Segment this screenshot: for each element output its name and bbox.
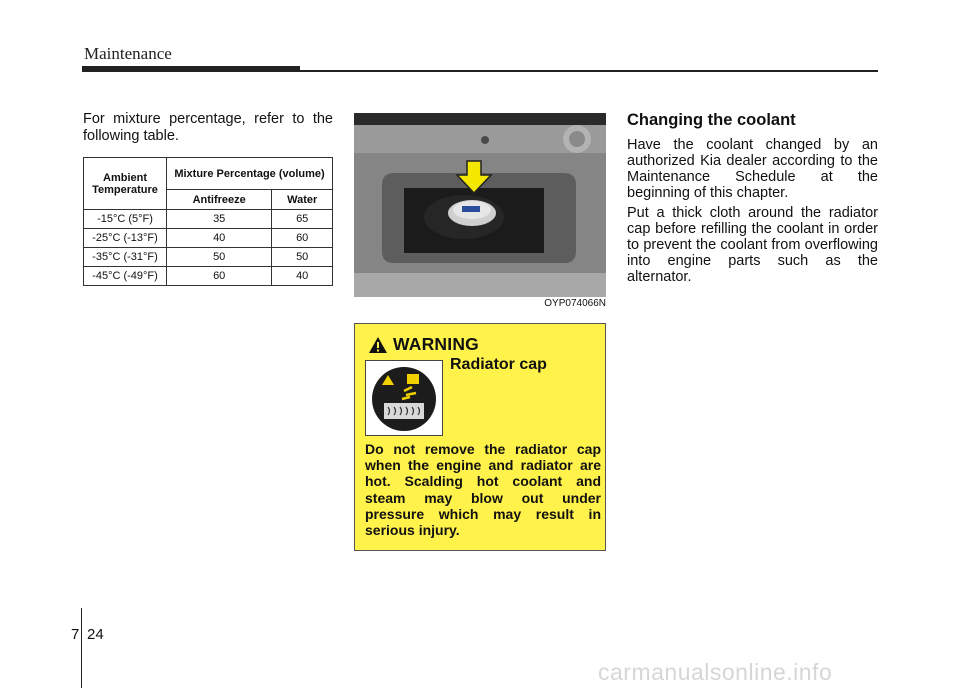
warning-header bbox=[369, 334, 479, 355]
section-paragraph-1: Have the coolant changed by an authorized Kia dealer according to the Maintenance Schedule at the beginning of this chapter. bbox=[627, 137, 878, 201]
watermark: carmanualsonline.info bbox=[598, 659, 833, 685]
cell-antifreeze: 35 bbox=[167, 210, 272, 229]
warning-triangle-icon bbox=[369, 337, 387, 353]
intro-paragraph: For mixture percentage, refer to the following table. bbox=[83, 111, 333, 144]
photo-caption: OYP074066N bbox=[354, 297, 606, 311]
table-row bbox=[84, 210, 333, 229]
table-row bbox=[84, 267, 333, 286]
cell-temperature: -45°C (-49°F) bbox=[84, 267, 167, 286]
radiator-cap-photo bbox=[354, 113, 606, 310]
cell-water: 60 bbox=[272, 229, 333, 248]
header-antifreeze: Antifreeze bbox=[167, 190, 272, 210]
warning-text: Do not remove the radiator cap when the engine and radiator are hot. Scalding hot coolant and steam may blow out under pressure which may result in serious injury. bbox=[365, 441, 601, 539]
header-rule-thick bbox=[82, 66, 300, 72]
cell-water: 65 bbox=[272, 210, 333, 229]
cell-water: 50 bbox=[272, 248, 333, 267]
warning-subtitle: Radiator cap bbox=[450, 356, 547, 373]
warning-box bbox=[354, 323, 606, 551]
cell-temperature: -35°C (-31°F) bbox=[84, 248, 167, 267]
header-water: Water bbox=[272, 190, 333, 210]
header-rule-thin bbox=[300, 70, 878, 72]
page-header-title: Maintenance bbox=[84, 44, 172, 63]
cell-water: 40 bbox=[272, 267, 333, 286]
section-title: Changing the coolant bbox=[627, 111, 796, 129]
header-mixture-percentage: Mixture Percentage (volume) bbox=[167, 158, 333, 190]
footer-divider bbox=[81, 608, 82, 688]
warning-title: WARNING bbox=[393, 334, 479, 354]
engine-bay-illustration bbox=[354, 113, 606, 297]
mixture-table bbox=[83, 157, 333, 286]
header-ambient-temperature: Ambient Temperature bbox=[84, 158, 167, 210]
cell-temperature: -25°C (-13°F) bbox=[84, 229, 167, 248]
cell-antifreeze: 50 bbox=[167, 248, 272, 267]
page-number: 24 bbox=[87, 626, 104, 643]
table-row bbox=[84, 248, 333, 267]
table-row bbox=[84, 229, 333, 248]
cell-temperature: -15°C (5°F) bbox=[84, 210, 167, 229]
cell-antifreeze: 40 bbox=[167, 229, 272, 248]
section-paragraph-2: Put a thick cloth around the radiator cap before refilling the coolant in order to prevent the coolant from overflowing into engine parts such as the alternator. bbox=[627, 205, 878, 285]
cell-antifreeze: 60 bbox=[167, 267, 272, 286]
chapter-number: 7 bbox=[71, 626, 80, 643]
radiator-cap-warning-icon bbox=[365, 360, 443, 436]
